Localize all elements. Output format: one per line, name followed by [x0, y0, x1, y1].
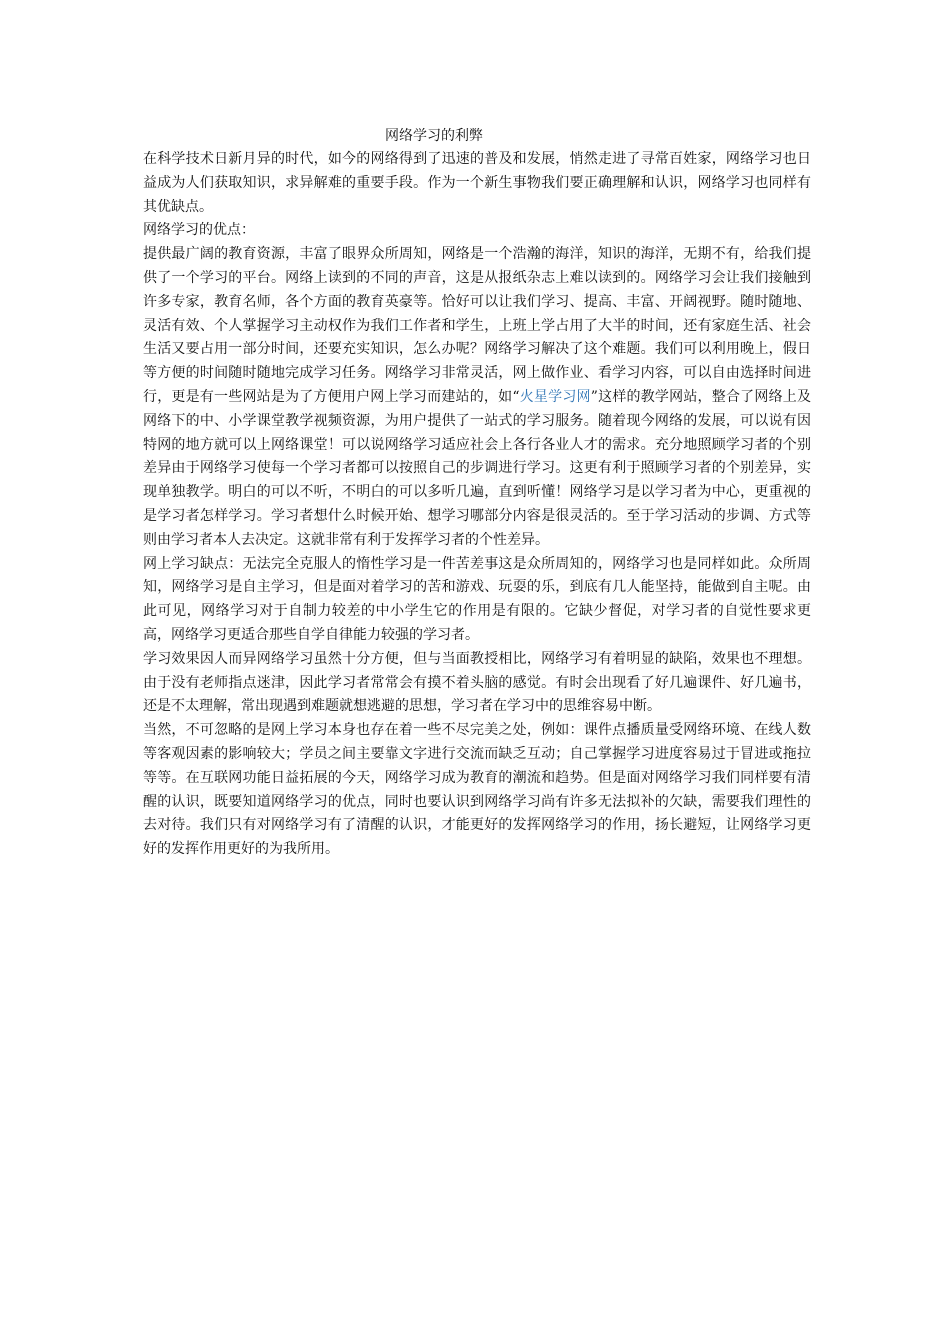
disadvantages-paragraph: 网上学习缺点：无法完全克服人的惰性学习是一件苦差事这是众所周知的，网络学习也是同样如此。众所周知，网络学习是自主学习，但是面对着学习的苦和游戏、玩耍的乐，到底有几人能坚持，能做到自主呢。由此可见，网络学习对于自制力较差的中小学生它的作用是有限的。它缺少督促，对学习者的自觉性要求更高，网络学习更适合那些自学自律能力较强的学习者。 [143, 555, 811, 643]
site-link[interactable]: 火星学习网 [519, 388, 591, 405]
document-body [143, 124, 811, 862]
advantages-text-after-link: ”这样的教学网站，整合了网络上及网络下的中、小学课堂教学视频资源，为用户提供了一站式的学习服务。随着现今网络的发展，可以说有因特网的地方就可以上网络课堂！可以说网络学习适应社会上各行各业人才的需求。充分地照顾学习者的个别差异由于网络学习使每一个学习者都可以按照自己的步调进行学习。这更有利于照顾学习者的个别差异，实现单独教学。明白的可以不听，不明白的可以多听几遍，直到听懂！网络学习是以学习者为中心，更重视的是学习者怎样学习。学习者想什么时候开始、想学习哪部分内容是很灵活的。至于学习活动的步调、方式等则由学习者本人去决定。这就非常有利于发挥学习者的个性差异。 [143, 388, 811, 548]
intro-paragraph: 在科学技术日新月异的时代，如今的网络得到了迅速的普及和发展，悄然走进了寻常百姓家，网络学习也日益成为人们获取知识，求异解难的重要手段。作为一个新生事物我们要正确理解和认识，网络学习也同样有其优缺点。 [143, 151, 811, 215]
advantages-paragraph [143, 243, 811, 552]
conclusion-paragraph: 当然，不可忽略的是网上学习本身也存在着一些不尽完美之处，例如：课件点播质量受网络环境、在线人数等客观因素的影响较大；学员之间主要靠文字进行交流而缺乏互动；自己掌握学习进度容易过于冒进或拖拉等等。在互联网功能日益拓展的今天，网络学习成为教育的潮流和趋势。但是面对网络学习我们同样要有清醒的认识，既要知道网络学习的优点，同时也要认识到网络学习尚有许多无法拟补的欠缺，需要我们理性的去对待。我们只有对网络学习有了清醒的认识，才能更好的发挥网络学习的作用，扬长避短，让网络学习更好的发挥作用更好的为我所用。 [143, 722, 811, 858]
effects-paragraph: 学习效果因人而异网络学习虽然十分方便，但与当面教授相比，网络学习有着明显的缺陷，效果也不理想。由于没有老师指点迷津，因此学习者常常会有摸不着头脑的感觉。有时会出现看了好几遍课件、好几遍书，还是不太理解，常出现遇到难题就想逃避的思想，学习者在学习中的思维容易中断。 [143, 650, 811, 715]
advantages-heading: 网络学习的优点： [143, 222, 255, 239]
advantages-text-before-link: 提供最广阔的教育资源，丰富了眼界众所周知，网络是一个浩瀚的海洋，知识的海洋，无期不有，给我们提供了一个学习的平台。网络上读到的不同的声音，这是从报纸杂志上难以读到的。网络学习会让我们接触到许多专家，教育名师，各个方面的教育英豪等。恰好可以让我们学习、提高、丰富、开阔视野。随时随地、灵活有效、个人掌握学习主动权作为我们工作者和学生，上班上学占用了大半的时间，还有家庭生活、社会生活又要占用一部分时间，还要充实知识，怎么办呢？网络学习解决了这个难题。我们可以利用晚上，假日等方便的时间随时随地完成学习任务。网络学习非常灵活，网上做作业、看学习内容，可以自由选择时间进行，更是有一些网站是为了方便用户网上学习而建站的，如“ [143, 246, 811, 405]
document-title: 网络学习的利弊 [385, 128, 483, 144]
